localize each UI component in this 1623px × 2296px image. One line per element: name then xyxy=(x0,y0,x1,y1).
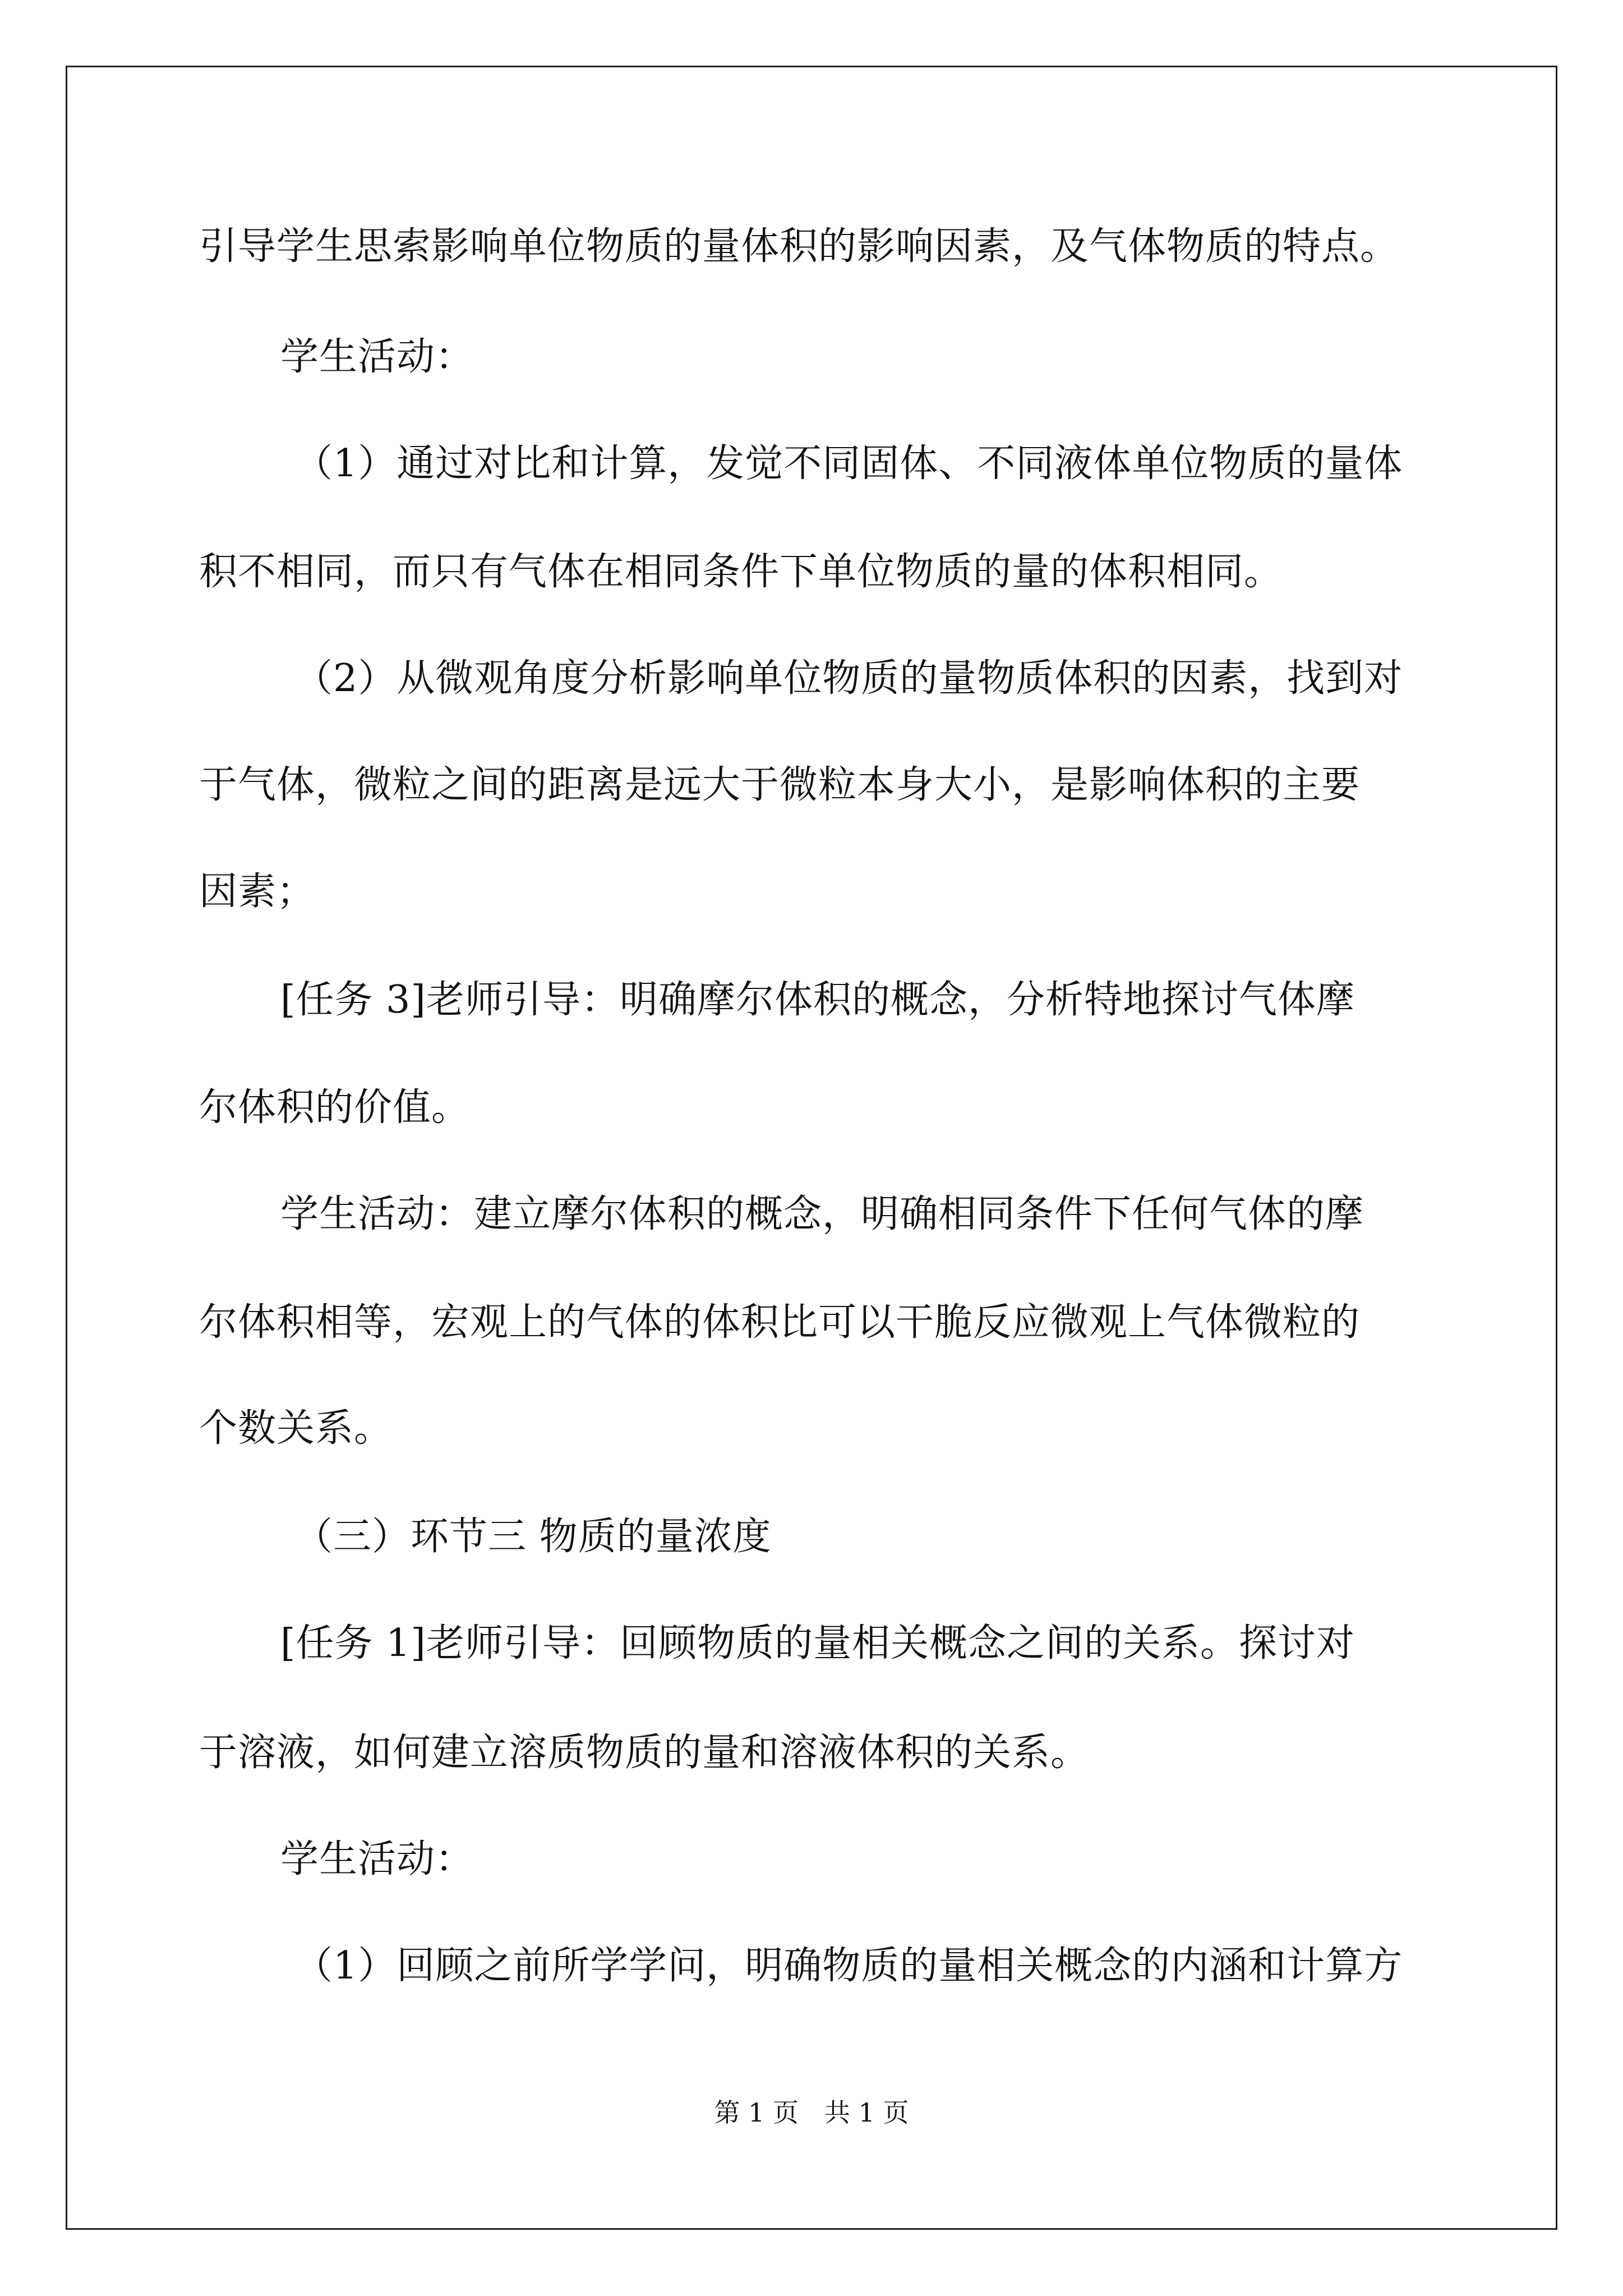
paragraph-line: 学生活动： xyxy=(280,1837,474,1881)
paragraph-line: 学生活动：建立摩尔体积的概念，明确相同条件下任何气体的摩 xyxy=(280,1192,1364,1236)
paragraph-line: 于溶液，如何建立溶质物质的量和溶液体积的关系。 xyxy=(199,1731,1090,1775)
page-footer: 第 1 页 共 1 页 xyxy=(714,2097,909,2128)
paragraph-line: 尔体积的价值。 xyxy=(199,1085,471,1130)
paragraph-line: 个数关系。 xyxy=(199,1406,393,1451)
paragraph-line: （2）从微观角度分析影响单位物质的量物质体积的因素，找到对 xyxy=(294,656,1403,701)
paragraph-line: 尔体积相等，宏观上的气体的体积比可以干脆反应微观上气体微粒的 xyxy=(199,1300,1361,1345)
paragraph-line: 引导学生思索影响单位物质的量体积的影响因素，及气体物质的特点。 xyxy=(199,224,1399,269)
section-heading: （三）环节三 物质的量浓度 xyxy=(294,1515,772,1559)
paragraph-line: 积不相同，而只有气体在相同条件下单位物质的量的体积相同。 xyxy=(199,550,1283,594)
paragraph-line: 于气体，微粒之间的距离是远大于微粒本身大小，是影响体积的主要 xyxy=(199,763,1361,807)
paragraph-line: （1）回顾之前所学学问，明确物质的量相关概念的内涵和计算方 xyxy=(294,1944,1403,1988)
paragraph-line: （1）通过对比和计算，发觉不同固体、不同液体单位物质的量体 xyxy=(294,441,1403,486)
paragraph-line: [任务 1]老师引导：回顾物质的量相关概念之间的关系。探讨对 xyxy=(280,1621,1355,1665)
paragraph-line: 学生活动： xyxy=(280,335,474,379)
page-border xyxy=(66,66,1557,2230)
paragraph-line: [任务 3]老师引导：明确摩尔体积的概念，分析特地探讨气体摩 xyxy=(280,978,1355,1022)
paragraph-line: 因素； xyxy=(199,869,316,914)
